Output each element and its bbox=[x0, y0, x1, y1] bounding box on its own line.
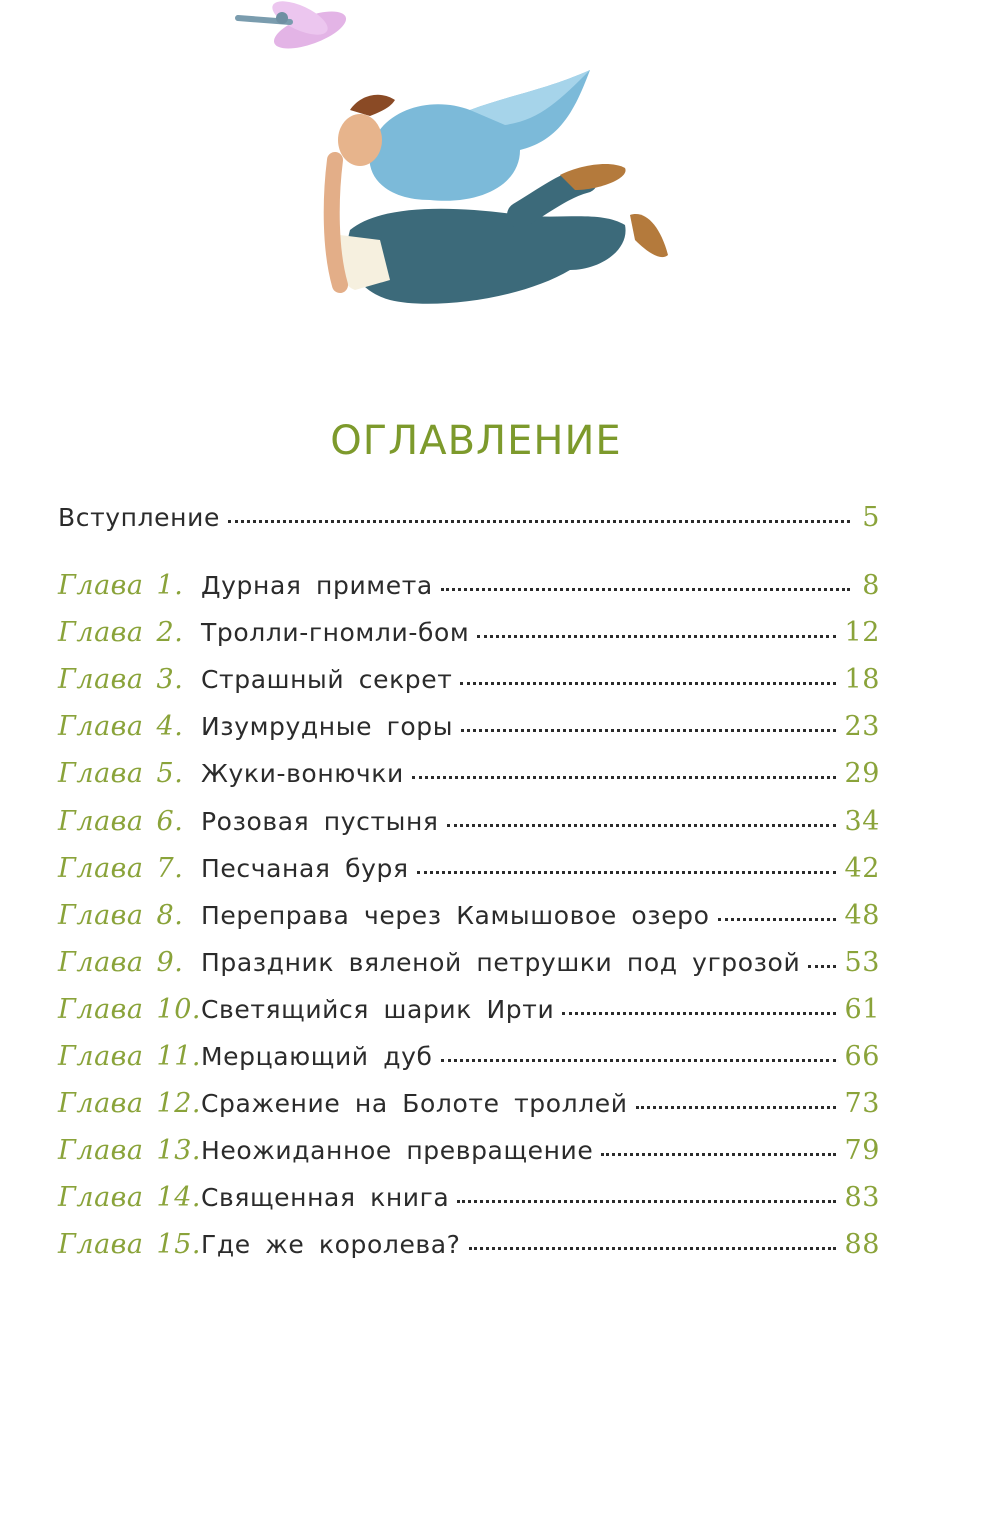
chapter-label: Глава 2. bbox=[58, 617, 184, 649]
chapter-page-number: 53 bbox=[844, 946, 880, 978]
toc-chapter-row[interactable] bbox=[58, 947, 880, 991]
intro-title: Вступление bbox=[58, 503, 220, 532]
dot-leader bbox=[601, 1152, 836, 1156]
chapter-page-number: 73 bbox=[844, 1088, 880, 1120]
toc-chapter-row[interactable] bbox=[58, 570, 880, 614]
chapter-label: Глава 8. bbox=[58, 899, 184, 931]
chapter-page-number: 42 bbox=[844, 852, 880, 884]
chapter-page-number: 29 bbox=[844, 758, 880, 790]
chapter-title: Дурная примета bbox=[201, 571, 433, 600]
chapter-title: Неожиданное превращение bbox=[201, 1136, 594, 1166]
toc-chapter-row[interactable] bbox=[58, 900, 880, 944]
chapter-label: Глава 1. bbox=[58, 570, 184, 601]
chapter-title: Мерцающий дуб bbox=[201, 1042, 433, 1071]
chapter-page-number: 88 bbox=[844, 1229, 880, 1261]
dot-leader bbox=[460, 681, 836, 685]
toc-chapter-row[interactable] bbox=[58, 1088, 880, 1132]
chapter-title: Изумрудные горы bbox=[201, 712, 454, 742]
chapter-title: Жуки-вонючки bbox=[201, 759, 404, 789]
chapter-title: Песчаная буря bbox=[201, 853, 409, 883]
dot-leader bbox=[636, 1105, 837, 1109]
chapter-label: Глава 5. bbox=[58, 758, 184, 790]
chapter-title: Тролли-гномли-бом bbox=[201, 618, 470, 648]
chapter-title: Сражение на Болоте троллей bbox=[201, 1089, 628, 1119]
dot-leader bbox=[562, 1011, 836, 1015]
toc-title: ОГЛАВЛЕНИЕ bbox=[330, 418, 622, 464]
dot-leader bbox=[447, 823, 837, 827]
chapter-label: Глава 12. bbox=[58, 1088, 201, 1120]
chapter-page-number: 12 bbox=[844, 617, 880, 649]
dot-leader bbox=[441, 1058, 837, 1062]
chapter-page-number: 34 bbox=[844, 805, 880, 837]
chapter-title: Переправа через Камышовое озеро bbox=[201, 900, 710, 930]
toc-chapter-row[interactable] bbox=[58, 664, 880, 708]
toc-chapter-row[interactable] bbox=[58, 1041, 880, 1085]
toc-chapter-row[interactable] bbox=[58, 617, 880, 661]
chapter-label: Глава 13. bbox=[58, 1135, 201, 1167]
dot-leader bbox=[441, 587, 850, 591]
chapter-label: Глава 3. bbox=[58, 664, 184, 696]
chapter-title: Розовая пустыня bbox=[201, 806, 439, 836]
chapter-label: Глава 14. bbox=[58, 1182, 201, 1214]
character-icon bbox=[332, 70, 668, 304]
toc-chapter-row[interactable] bbox=[58, 1135, 880, 1179]
chapter-page-number: 66 bbox=[844, 1041, 880, 1072]
chapter-label: Глава 4. bbox=[58, 711, 184, 743]
dot-leader bbox=[808, 964, 836, 968]
chapter-title: Страшный секрет bbox=[201, 665, 453, 695]
toc-chapter-row[interactable] bbox=[58, 994, 880, 1038]
dot-leader bbox=[718, 917, 837, 921]
chapter-label: Глава 15. bbox=[58, 1229, 201, 1261]
intro-page-number: 5 bbox=[862, 502, 880, 533]
toc-chapter-row[interactable] bbox=[58, 1182, 880, 1226]
toc-intro-row[interactable] bbox=[58, 502, 880, 546]
dot-leader bbox=[417, 870, 837, 874]
dot-leader bbox=[457, 1199, 836, 1203]
chapter-title: Светящийся шарик Ирти bbox=[201, 994, 555, 1024]
dragonfly-icon bbox=[238, 0, 350, 56]
chapter-title: Где же королева? bbox=[201, 1230, 461, 1260]
dot-leader bbox=[461, 728, 836, 732]
toc-chapter-row[interactable] bbox=[58, 1229, 880, 1273]
chapter-title: Праздник вяленой петрушки под угрозой bbox=[201, 947, 801, 977]
toc-chapter-row[interactable] bbox=[58, 758, 880, 802]
chapter-label: Глава 7. bbox=[58, 852, 184, 884]
toc-chapter-row[interactable] bbox=[58, 711, 880, 755]
flying-character-illustration bbox=[0, 0, 1000, 340]
chapter-page-number: 61 bbox=[844, 993, 880, 1025]
chapter-page-number: 8 bbox=[862, 570, 880, 601]
chapter-page-number: 23 bbox=[844, 711, 880, 743]
chapter-label: Глава 11. bbox=[58, 1041, 201, 1072]
toc-chapter-row[interactable] bbox=[58, 853, 880, 897]
chapter-page-number: 18 bbox=[844, 664, 880, 696]
dot-leader bbox=[412, 775, 837, 779]
chapter-page-number: 79 bbox=[844, 1135, 880, 1167]
chapter-page-number: 83 bbox=[844, 1182, 880, 1214]
chapter-label: Глава 10. bbox=[58, 993, 201, 1025]
chapter-label: Глава 6. bbox=[58, 805, 184, 837]
dot-leader bbox=[477, 634, 836, 638]
dot-leader bbox=[469, 1246, 837, 1250]
chapter-label: Глава 9. bbox=[58, 946, 184, 978]
dot-leader bbox=[228, 519, 850, 523]
toc-chapter-row[interactable] bbox=[58, 806, 880, 850]
chapter-title: Священная книга bbox=[201, 1183, 450, 1213]
chapter-page-number: 48 bbox=[844, 899, 880, 931]
